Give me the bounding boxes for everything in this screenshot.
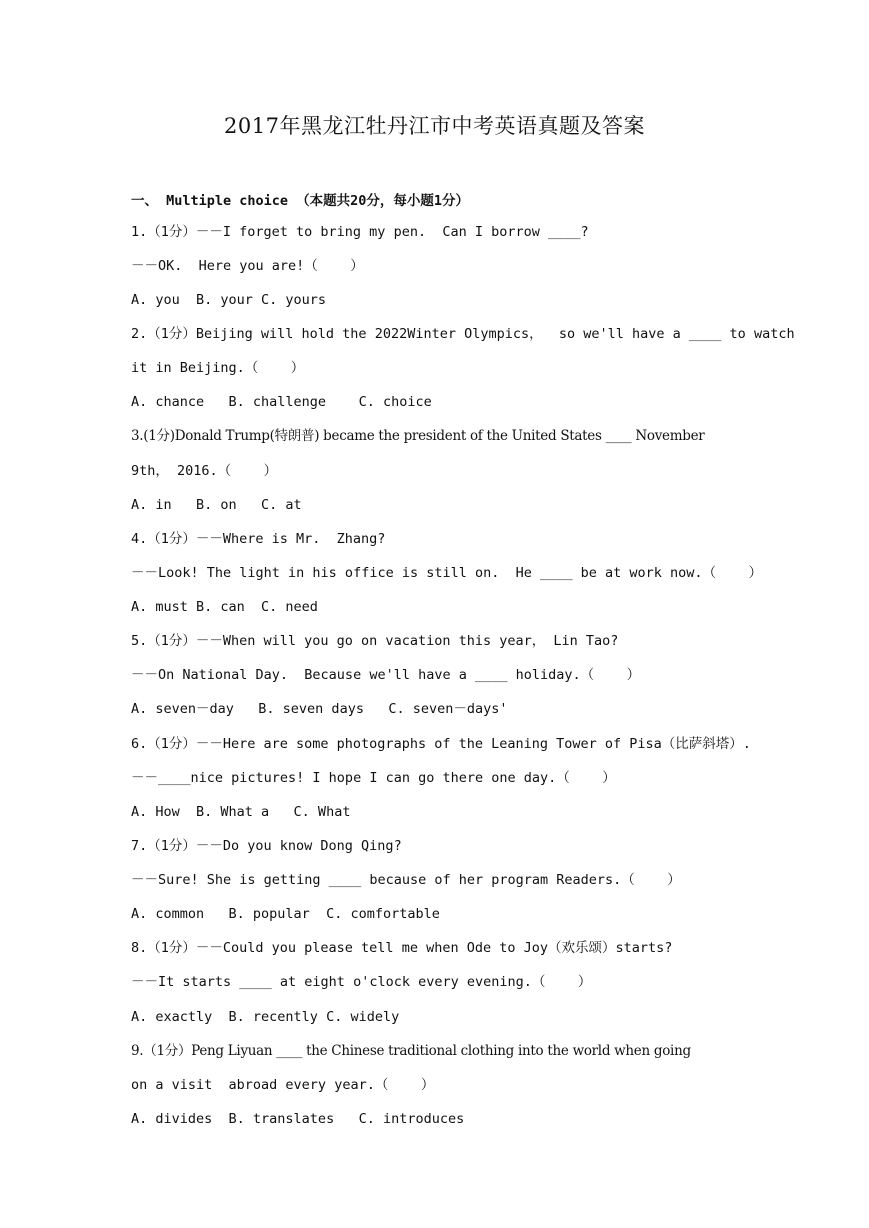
question-4-text: 4.（1分）－－Where is Mr. Zhang? [131, 531, 386, 547]
question-5-options: A. seven－day B. seven days C. seven－days' [131, 701, 508, 717]
question-4-response: －－Look! The light in his office is still on. He ____ be at work now.（ ） [131, 565, 763, 581]
question-9-text: 9.（1分）Peng Liyuan ____ the Chinese traditional clothing into the world when going [131, 1043, 691, 1059]
question-7-text: 7.（1分）－－Do you know Dong Qing? [131, 838, 402, 854]
question-1-response: －－OK. Here you are!（ ） [131, 258, 364, 274]
question-7-response: －－Sure! She is getting ____ because of her program Readers.（ ） [131, 872, 681, 888]
question-5-text: 5.（1分）－－When will you go on vacation this year， Lin Tao? [131, 633, 619, 649]
page-title: 2017年黑龙江牡丹江市中考英语真题及答案 [224, 114, 645, 138]
question-9-text-cont: on a visit abroad every year.（ ） [131, 1077, 435, 1093]
question-9-options: A. divides B. translates C. introduces [131, 1111, 465, 1127]
question-6-text: 6.（1分）－－Here are some photographs of the Leaning Tower of Pisa（比萨斜塔）. [131, 736, 751, 752]
question-2-text-cont: it in Beijing.（ ） [131, 360, 305, 376]
question-6-options: A. How B. What a C. What [131, 804, 351, 820]
question-2-options: A. chance B. challenge C. choice [131, 394, 432, 410]
question-1-options: A. you B. your C. yours [131, 292, 327, 308]
question-8-response: －－It starts ____ at eight o'clock every evening.（ ） [131, 974, 592, 990]
question-6-response: －－____nice pictures! I hope I can go there one day.（ ） [131, 770, 616, 786]
question-5-response: －－On National Day. Because we'll have a ____ holiday.（ ） [131, 667, 641, 683]
question-7-options: A. common B. popular C. comfortable [131, 906, 440, 922]
question-4-options: A. must B. can C. need [131, 599, 318, 615]
question-3-text-cont: 9th， 2016.（ ） [131, 463, 278, 479]
section-header: 一、 Multiple choice （本题共20分，每小题1分） [131, 193, 470, 209]
question-3-options: A. in B. on C. at [131, 497, 302, 513]
question-2-text: 2.（1分）Beijing will hold the 2022Winter Olympics， so we'll have a ____ to watch [131, 326, 795, 342]
question-8-text: 8.（1分）－－Could you please tell me when Ode to Joy（欢乐颂）starts? [131, 940, 673, 956]
question-8-options: A. exactly B. recently C. widely [131, 1009, 400, 1025]
question-3-text: 3.(1分)Donald Trump(特朗普) became the president of the United States ____ November [131, 428, 705, 444]
question-1-text: 1.（1分）－－I forget to bring my pen. Can I borrow ____? [131, 224, 589, 240]
